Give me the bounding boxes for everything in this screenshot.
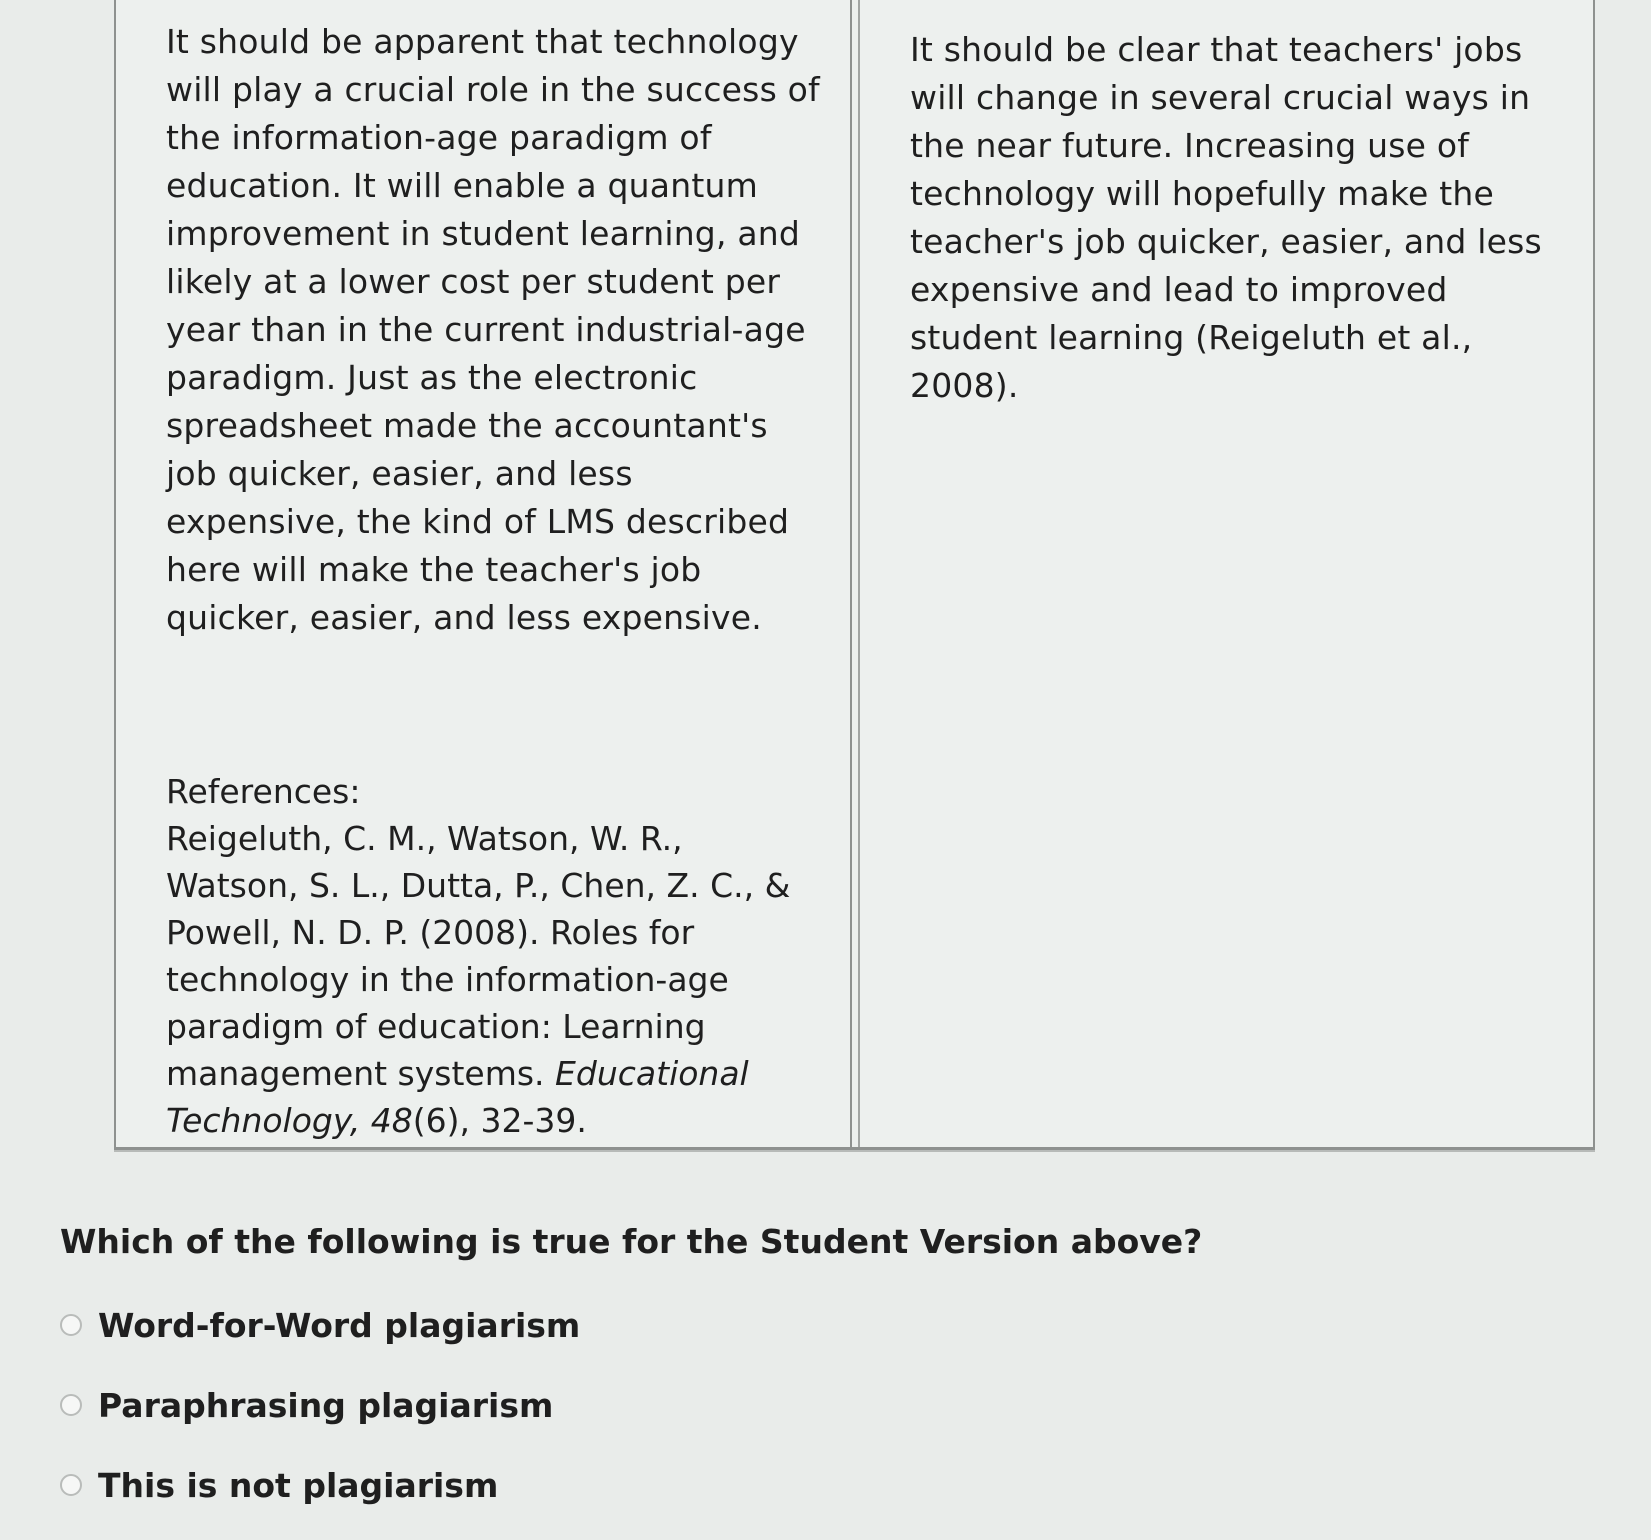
reference-citation — [166, 815, 820, 1144]
option-not-plagiarism[interactable] — [60, 1460, 1560, 1510]
reference-tail: (6), 32-39. — [412, 1101, 587, 1140]
original-passage: It should be apparent that technology will play a crucial role in the success of the information-age paradigm of education. It will enable a quantum improvement in student learning, and likely at a lower cost per student per year than in the current industrial-age paradigm. Just as the electronic spreadsheet made the accountant's job quicker, easier, and less expensive, the kind of LMS described here will make the teacher's job quicker, easier, and less expensive. — [166, 22, 820, 637]
question-block — [60, 1218, 1560, 1540]
question-text: Which of the following is true for the Student Version above? — [60, 1222, 1203, 1261]
radio-button[interactable] — [60, 1314, 82, 1336]
original-version-cell — [116, 0, 852, 1147]
option-paraphrasing[interactable] — [60, 1380, 1560, 1430]
student-passage: It should be clear that teachers' jobs will change in several crucial ways in the near future. Increasing use of technology will hopefully make the teacher's job quicker, easier, and less expensive and lead to improved student learning (Reigeluth et al., 2008). — [910, 30, 1542, 405]
references-section — [166, 768, 820, 1144]
references-heading: References: — [166, 772, 361, 811]
reference-journal: Educational Technology, 48 — [166, 1054, 749, 1140]
reference-main: Reigeluth, C. M., Watson, W. R., Watson, S. L., Dutta, P., Chen, Z. C., & Powell, N. D. P. (2008). Roles for technology in the information-age paradigm of education: Learning management systems. — [166, 819, 791, 1093]
radio-button[interactable] — [60, 1394, 82, 1416]
radio-button[interactable] — [60, 1474, 82, 1496]
comparison-table — [114, 0, 1595, 1150]
option-label: Word-for-Word plagiarism — [98, 1305, 581, 1345]
option-label: Paraphrasing plagiarism — [98, 1385, 554, 1425]
option-word-for-word[interactable] — [60, 1300, 1560, 1350]
option-label: This is not plagiarism — [98, 1465, 499, 1505]
student-version-cell — [858, 0, 1593, 1147]
